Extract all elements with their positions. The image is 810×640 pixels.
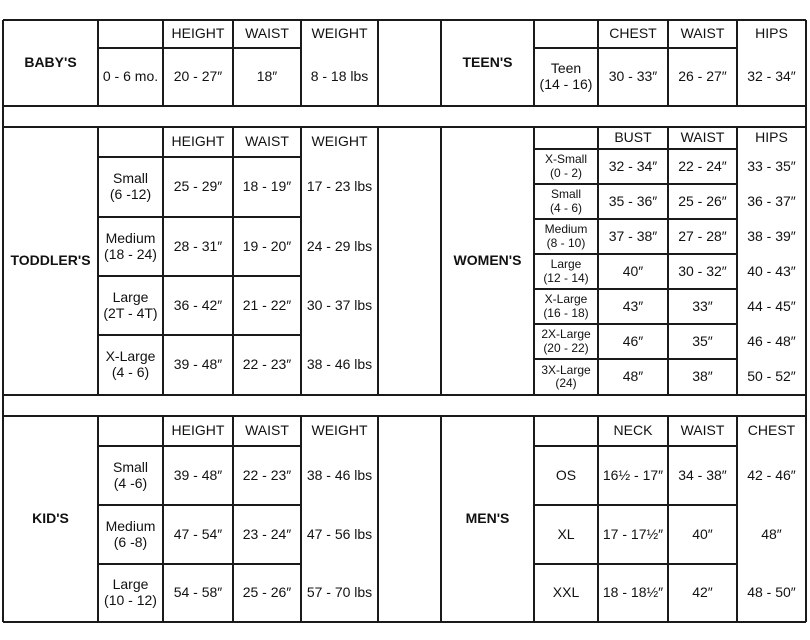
value-cell: 33″ (692, 297, 713, 314)
category-label-mens: MEN'S (465, 510, 510, 527)
value-cell: 20 - 27″ (173, 68, 223, 85)
size-cell (98, 446, 163, 505)
column-header: WEIGHT (311, 422, 368, 439)
value-cell: 17 - 23 lbs (306, 178, 373, 195)
size-cell (98, 335, 163, 395)
column-header: WAIST (245, 422, 289, 439)
size-cell: XL (557, 525, 575, 542)
value-cell: 39 - 48″ (173, 356, 223, 373)
value-cell: 46″ (622, 332, 644, 349)
size-cell (534, 48, 598, 106)
size-cell (98, 157, 163, 217)
size-cell-line: Small (112, 170, 148, 187)
size-cell-line: (16 - 18) (543, 305, 589, 320)
value-cell: 25 - 26″ (678, 192, 727, 209)
size-cell (534, 359, 598, 395)
value-cell: 54 - 58″ (173, 584, 223, 601)
size-cell-line: X-Large (105, 348, 156, 365)
size-cell (98, 505, 163, 564)
category-label-womens: WOMEN'S (453, 252, 522, 269)
size-cell-line: (4 -6) (113, 474, 148, 491)
value-cell: 21 - 22″ (242, 296, 292, 313)
size-cell-line: (12 - 14) (543, 270, 589, 285)
value-cell: 38 - 46 lbs (306, 466, 373, 483)
value-cell: 42″ (692, 584, 713, 601)
category-label-kids: KID'S (32, 510, 69, 527)
size-cell-line: Small (550, 187, 581, 202)
size-cell (98, 217, 163, 276)
value-cell: 37 - 38″ (608, 227, 658, 244)
value-cell: 32 - 34″ (608, 157, 658, 174)
value-cell: 19 - 20″ (242, 237, 292, 254)
value-cell: 48″ (761, 525, 782, 542)
size-cell (98, 276, 163, 335)
size-cell-line: 2X-Large (541, 327, 591, 342)
value-cell: 22 - 23″ (242, 356, 292, 373)
size-cell: 0 - 6 mo. (102, 68, 159, 85)
column-header: HEIGHT (171, 133, 225, 150)
value-cell: 35 - 36″ (608, 192, 658, 209)
column-header: HEIGHT (171, 25, 225, 42)
column-header: WAIST (245, 133, 289, 150)
size-cell: XXL (552, 584, 580, 601)
value-cell: 33 - 35″ (747, 157, 796, 174)
size-cell-line: (4 - 6) (111, 364, 150, 380)
size-cell-line: (0 - 2) (549, 165, 582, 180)
category-label-babys: BABY'S (24, 54, 77, 71)
size-cell-line: (6 -12) (109, 186, 152, 202)
size-cell-line: Large (550, 257, 582, 272)
column-header: WEIGHT (311, 133, 368, 150)
value-cell: 16½ - 17″ (602, 466, 664, 483)
column-header: HIPS (755, 129, 788, 146)
value-cell: 44 - 45″ (747, 297, 796, 314)
value-cell: 38″ (692, 368, 713, 385)
value-cell: 38 - 39″ (747, 227, 796, 244)
size-cell-line: Large (112, 576, 149, 593)
size-cell-line: (10 - 12) (104, 592, 157, 608)
value-cell: 57 - 70 lbs (306, 584, 373, 601)
value-cell: 26 - 27″ (678, 68, 727, 85)
value-cell: 38 - 46 lbs (306, 356, 373, 373)
size-cell-line: Large (112, 288, 149, 305)
size-cell (534, 149, 598, 184)
column-header: WEIGHT (311, 25, 368, 42)
value-cell: 18″ (256, 68, 278, 85)
value-cell: 25 - 29″ (173, 178, 223, 195)
column-header: WAIST (680, 129, 725, 146)
value-cell: 18 - 18½″ (602, 584, 664, 601)
value-cell: 42 - 46″ (747, 466, 796, 483)
column-header: NECK (613, 422, 653, 439)
category-label-teens: TEEN'S (462, 54, 513, 71)
value-cell: 30 - 33″ (608, 68, 658, 85)
value-cell: 50 - 52″ (747, 368, 796, 385)
column-header: CHEST (747, 422, 796, 439)
value-cell: 47 - 54″ (173, 525, 223, 542)
value-cell: 47 - 56 lbs (306, 525, 373, 542)
column-header: WAIST (680, 422, 725, 439)
size-cell-line: Medium (544, 222, 588, 237)
value-cell: 46 - 48″ (747, 332, 796, 349)
column-header: CHEST (609, 25, 657, 42)
size-cell: OS (555, 466, 577, 483)
size-cell-line: (18 - 24) (104, 245, 157, 262)
size-cell-line: (20 - 22) (543, 340, 589, 355)
value-cell: 32 - 34″ (747, 68, 796, 85)
value-cell: 48″ (622, 368, 644, 385)
size-cell-line: (24) (555, 376, 577, 390)
value-cell: 36 - 42″ (173, 296, 223, 313)
size-cell-line: (6 -8) (113, 533, 148, 550)
size-cell-line: Medium (105, 229, 156, 246)
size-cell-line: Medium (105, 517, 156, 534)
value-cell: 23 - 24″ (242, 525, 292, 542)
size-cell (534, 254, 598, 289)
value-cell: 35″ (692, 332, 713, 349)
value-cell: 40″ (692, 525, 713, 542)
column-header: WAIST (680, 25, 725, 42)
value-cell: 22 - 24″ (678, 157, 727, 174)
value-cell: 28 - 31″ (173, 237, 223, 254)
size-cell (534, 184, 598, 219)
column-header: HEIGHT (171, 422, 225, 439)
value-cell: 40 - 43″ (747, 262, 796, 279)
value-cell: 27 - 28″ (678, 227, 727, 244)
size-cell-line: (4 - 6) (549, 200, 582, 215)
size-cell (534, 219, 598, 254)
value-cell: 24 - 29 lbs (306, 237, 373, 254)
value-cell: 48 - 50″ (747, 584, 796, 601)
column-header: HIPS (755, 25, 788, 42)
value-cell: 30 - 32″ (678, 262, 727, 279)
value-cell: 30 - 37 lbs (306, 296, 373, 313)
value-cell: 8 - 18 lbs (310, 68, 369, 85)
column-header: WAIST (245, 25, 289, 42)
value-cell: 22 - 23″ (242, 466, 292, 483)
size-cell-line: (8 - 10) (546, 235, 586, 250)
value-cell: 39 - 48″ (173, 466, 223, 483)
value-cell: 18 - 19″ (242, 178, 292, 195)
value-cell: 17 - 17½″ (602, 525, 664, 542)
value-cell: 34 - 38″ (678, 466, 727, 483)
size-cell (534, 289, 598, 324)
size-cell-line: (2T - 4T) (103, 304, 158, 321)
value-cell: 40″ (622, 262, 644, 279)
size-cell-line: Teen (550, 60, 582, 77)
size-cell-line: 3X-Large (541, 362, 591, 377)
column-header: BUST (614, 129, 652, 146)
size-cell (98, 564, 163, 622)
size-cell-line: X-Small (544, 152, 587, 167)
size-cell (534, 324, 598, 359)
size-cell-line: Small (112, 458, 148, 475)
value-cell: 25 - 26″ (242, 584, 292, 601)
value-cell: 36 - 37″ (747, 192, 796, 209)
value-cell: 43″ (622, 297, 644, 314)
size-cell-line: (14 - 16) (539, 76, 593, 92)
category-label-toddlers: TODDLER'S (10, 252, 91, 269)
size-cell-line: X-Large (544, 292, 588, 307)
